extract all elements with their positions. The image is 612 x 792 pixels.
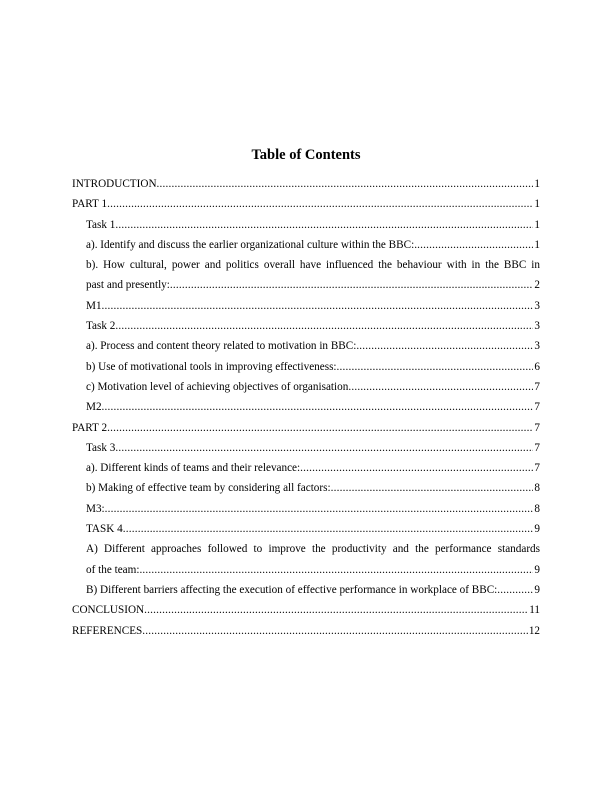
dot-leader [337,357,534,377]
toc-page-number: 2 [534,279,540,292]
dot-leader [102,397,534,417]
toc-entry-label: INTRODUCTION [72,178,157,190]
toc-entry-2b[interactable] [86,357,540,377]
dot-leader [356,336,533,356]
toc-entry-task-3[interactable] [86,438,540,458]
dot-leader [115,215,533,235]
dot-leader [157,174,534,194]
dot-leader [139,560,533,580]
dot-leader [102,296,534,316]
dot-leader [170,275,534,295]
toc-page-number: 8 [534,482,540,495]
toc-entry-label: TASK 4 [86,523,123,536]
dot-leader [144,600,528,620]
toc-entry-1b[interactable] [86,255,540,296]
toc-entry-label: b) Use of motivational tools in improving effectiveness: [86,360,337,373]
toc-page-number: 1 [534,178,540,190]
toc-entry-references[interactable] [72,621,540,641]
toc-entry-label: B) Different barriers affecting the execution of effective performance in workplace of BBC: [86,583,498,596]
toc-entry-label: REFERENCES [72,624,143,637]
dot-leader [105,499,534,519]
table-of-contents [72,174,540,641]
dot-leader [115,438,533,458]
dot-leader [497,580,533,600]
toc-entry-task-1[interactable] [86,215,540,235]
toc-entry-label-line2: of the team: [86,563,140,576]
toc-page-number: 7 [534,421,540,434]
toc-entry-label: M2 [86,401,102,414]
toc-page-number: 3 [534,340,540,353]
toc-page-number: 7 [534,441,540,454]
toc-page-number: 1 [534,238,540,251]
toc-entry-task-4[interactable] [86,519,540,539]
toc-entry-label-line1: b). How cultural, power and politics overall have influenced the behaviour with in the BBC in [86,259,540,272]
dot-leader [414,235,533,255]
toc-page-number: 7 [534,462,540,475]
toc-entry-label: Task 2 [86,320,116,333]
toc-entry-conclusion[interactable] [72,600,540,620]
toc-entry-part-2[interactable] [72,418,540,438]
toc-page-number: 3 [534,320,540,333]
toc-entry-m1[interactable] [86,296,540,316]
toc-entry-4a[interactable] [86,539,540,580]
toc-entry-part-1[interactable] [72,194,540,214]
toc-page-number: 1 [534,218,540,231]
toc-page-number: 7 [534,401,540,414]
toc-entry-label: PART 1 [72,198,108,211]
toc-entry-label: M3: [86,502,105,515]
dot-leader [142,621,528,641]
toc-page-number: 9 [534,563,540,576]
toc-page-number: 1 [534,198,540,211]
toc-page-number: 3 [534,299,540,312]
page-title: Table of Contents [251,147,361,163]
toc-entry-label-line2: past and presently: [86,279,170,292]
toc-entry-label: c) Motivation level of achieving objectives of organisation [86,380,349,393]
toc-entry-m3[interactable] [86,499,540,519]
toc-page-number: 9 [534,523,540,536]
toc-entry-label: Task 1 [86,218,116,231]
toc-entry-label: PART 2 [72,421,108,434]
toc-page-number: 6 [534,360,540,373]
toc-entry-2a[interactable] [86,336,540,356]
toc-entry-introduction[interactable] [72,174,540,194]
toc-entry-3a[interactable] [86,458,540,478]
toc-entry-4b[interactable] [86,580,540,600]
toc-page-number: 8 [534,502,540,515]
toc-entry-label: M1 [86,299,102,312]
dot-leader [300,458,533,478]
toc-entry-label: a). Identify and discuss the earlier organizational culture within the BBC: [86,238,415,251]
toc-entry-m2[interactable] [86,397,540,417]
toc-page-number: 9 [534,583,540,596]
toc-entry-label: a). Process and content theory related to motivation in BBC: [86,340,357,353]
dot-leader [107,418,533,438]
toc-entry-label: a). Different kinds of teams and their relevance: [86,462,301,475]
toc-entry-label: b) Making of effective team by considering all factors: [86,482,331,495]
toc-entry-label: Task 3 [86,441,116,454]
toc-entry-3b[interactable] [86,478,540,498]
dot-leader [348,377,533,397]
toc-entry-label: CONCLUSION [72,604,145,617]
dot-leader [115,316,533,336]
toc-entry-1a[interactable] [86,235,540,255]
dot-leader [123,519,534,539]
toc-entry-label-line1: A) Different approaches followed to improve the productivity and the performance standards [86,543,540,556]
toc-entry-2c[interactable] [86,377,540,397]
toc-page-number: 7 [534,380,540,393]
toc-entry-task-2[interactable] [86,316,540,336]
toc-page-number: 11 [529,604,540,617]
toc-page-number: 12 [528,624,540,637]
dot-leader [107,194,533,214]
dot-leader [331,478,534,498]
